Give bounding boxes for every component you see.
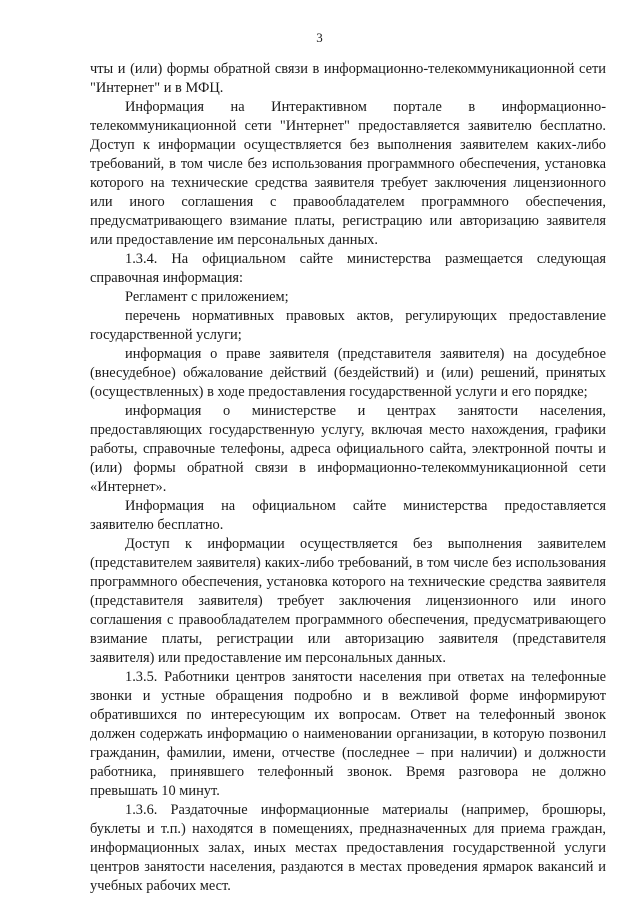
paragraph-continuation: чты и (или) формы обратной связи в информационно-телекоммуникационной сети "Интернет" и в МФЦ.	[90, 61, 606, 96]
list-item-legal-acts: перечень нормативных правовых актов, регулирующих предоставление государственной услуги;	[90, 308, 606, 343]
paragraph-1-3-4: 1.3.4. На официальном сайте министерства размещается следующая справочная информация:	[90, 251, 606, 286]
paragraph-portal-info: Информация на Интерактивном портале в информационно-телекоммуникационной сети "Интернет" предоставляется заявителю бесплатно. Доступ к информации осуществляется без выполнения заявителем каких-либо требований, в том числе без использования программного обеспечения, установка которого на технические средства заявителя требует заключения лицензионного или иного соглашения с правообладателем программного обеспечения, предусматривающего взимание платы, регистрацию или авторизацию заявителя или предоставление им персональных данных.	[90, 99, 606, 248]
paragraph-site-free: Информация на официальном сайте министерства предоставляется заявителю бесплатно.	[90, 498, 606, 533]
page-number: 3	[316, 30, 323, 45]
document-body	[90, 60, 606, 896]
list-item-ministry-info: информация о министерстве и центрах занятости населения, предоставляющих государственную услугу, включая место нахождения, графики работы, справочные телефоны, адреса официального сайта, электронной почты и (или) формы обратной связи в информационно-телекоммуникационной сети «Интернет».	[90, 403, 606, 495]
paragraph-1-3-6: 1.3.6. Раздаточные информационные материалы (например, брошюры, буклеты и т.п.) находятся в помещениях, предназначенных для приема граждан, информационных залах, иных местах предоставления государственной услуги центров занятости населения, раздаются в местах проведения ярмарок вакансий и учебных рабочих мест.	[90, 802, 606, 894]
paragraph-access: Доступ к информации осуществляется без выполнения заявителем (представителем заявителя) каких-либо требований, в том числе без использования программного обеспечения, установка которого на технические средства заявителя (представителя заявителя) требует заключения лицензионного или иного соглашения с правообладателем программного обеспечения, предусматривающего взимание платы, регистрации или авторизацию заявителя (представителя заявителя) или предоставление им персональных данных.	[90, 536, 606, 666]
list-item-appeal-rights: информация о праве заявителя (представителя заявителя) на досудебное (внесудебное) обжалование действий (бездействий) и (или) решений, принятых (осуществленных) в ходе предоставления государственной услуги и его порядке;	[90, 346, 606, 400]
list-item-regulation: Регламент с приложением;	[125, 289, 289, 305]
paragraph-1-3-5: 1.3.5. Работники центров занятости населения при ответах на телефонные звонки и устные обращения подробно и в вежливой форме информируют обратившихся по интересующим их вопросам. Ответ на телефонный звонок должен содержать информацию о наименовании организации, в которую позвонил гражданин, фамилии, имени, отчестве (последнее – при наличии) и должности работника, принявшего телефонный звонок. Время разговора не должно превышать 10 минут.	[90, 669, 606, 799]
